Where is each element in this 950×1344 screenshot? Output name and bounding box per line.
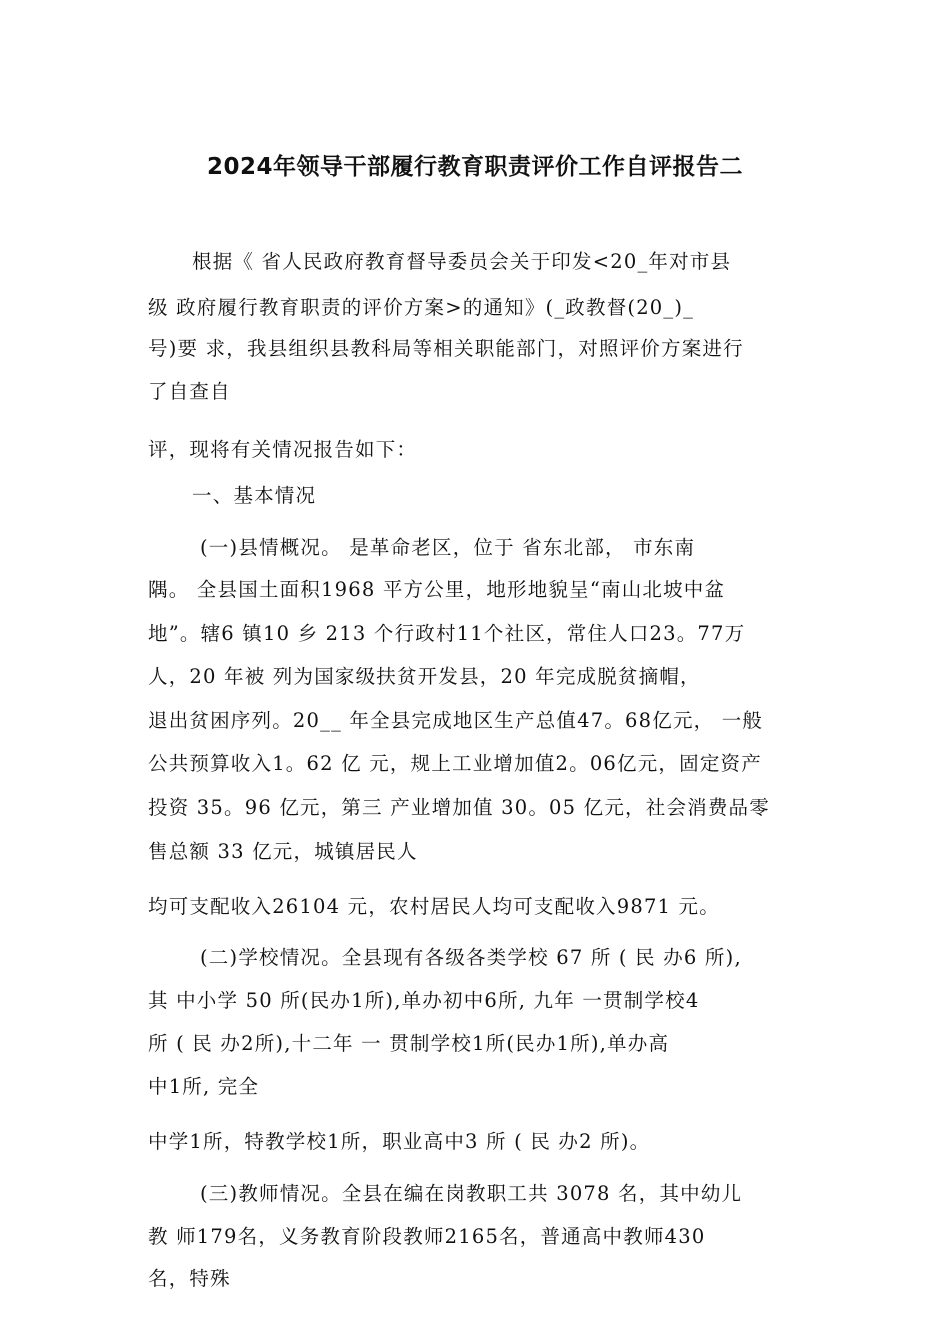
body-line: 教 师179名，义务教育阶段教师2165名，普通高中教师430 <box>148 1225 706 1248</box>
body-line: (三)教师情况。全县在编在岗教职工共 3078 名，其中幼儿 <box>200 1182 743 1205</box>
body-line: 名，特殊 <box>148 1267 231 1290</box>
body-line: 人，20 年被 列为国家级扶贫开发县，20 年完成脱贫摘帽， <box>148 665 701 688</box>
body-line: 号)要 求，我县组织县教科局等相关职能部门，对照评价方案进行 <box>148 337 744 360</box>
body-line: 公共预算收入1。62 亿 元，规上工业增加值2。06亿元，固定资产 <box>148 752 762 775</box>
body-line: 级 政府履行教育职责的评价方案>的通知》(_政教督(20_)_ <box>148 296 695 319</box>
body-line: 退出贫困序列。20__ 年全县完成地区生产总值47。68亿元， 一般 <box>148 709 764 732</box>
body-line: 售总额 33 亿元，城镇居民人 <box>148 840 418 863</box>
body-line: 均可支配收入26104 元，农村居民人均可支配收入9871 元。 <box>148 895 720 918</box>
body-line: 评，现将有关情况报告如下： <box>148 438 418 461</box>
body-line: 隅。 全县国土面积1968 平方公里，地形地貌呈“南山北坡中盆 <box>148 578 726 601</box>
body-line: 投资 35。96 亿元，第三 产业增加值 30。05 亿元，社会消费品零 <box>148 796 770 819</box>
body-line: 根据《 省人民政府教育督导委员会关于印发<20_年对市县 <box>192 250 732 273</box>
body-line: 其 中小学 50 所(民办1所),单办初中6所, 九年 一贯制学校4 <box>148 989 700 1012</box>
body-line: 地”。辖6 镇10 乡 213 个行政村11个社区，常住人口23。77万 <box>148 622 746 645</box>
body-line: (一)县情概况。 是革命老区，位于 省东北部， 市东南 <box>200 536 696 559</box>
body-line: 中学1所，特教学校1所，职业高中3 所 ( 民 办2 所)。 <box>148 1130 651 1153</box>
document-title: 2024年领导干部履行教育职责评价工作自评报告二 <box>206 154 743 180</box>
body-line: 所 ( 民 办2所),十二年 一 贯制学校1所(民办1所),单办高 <box>148 1032 670 1055</box>
body-line: (二)学校情况。全县现有各级各类学校 67 所 ( 民 办6 所), <box>200 946 742 969</box>
section-heading: 一、基本情况 <box>192 484 317 507</box>
body-line: 中1所, 完全 <box>148 1075 260 1098</box>
body-line: 了自查自 <box>148 380 231 403</box>
